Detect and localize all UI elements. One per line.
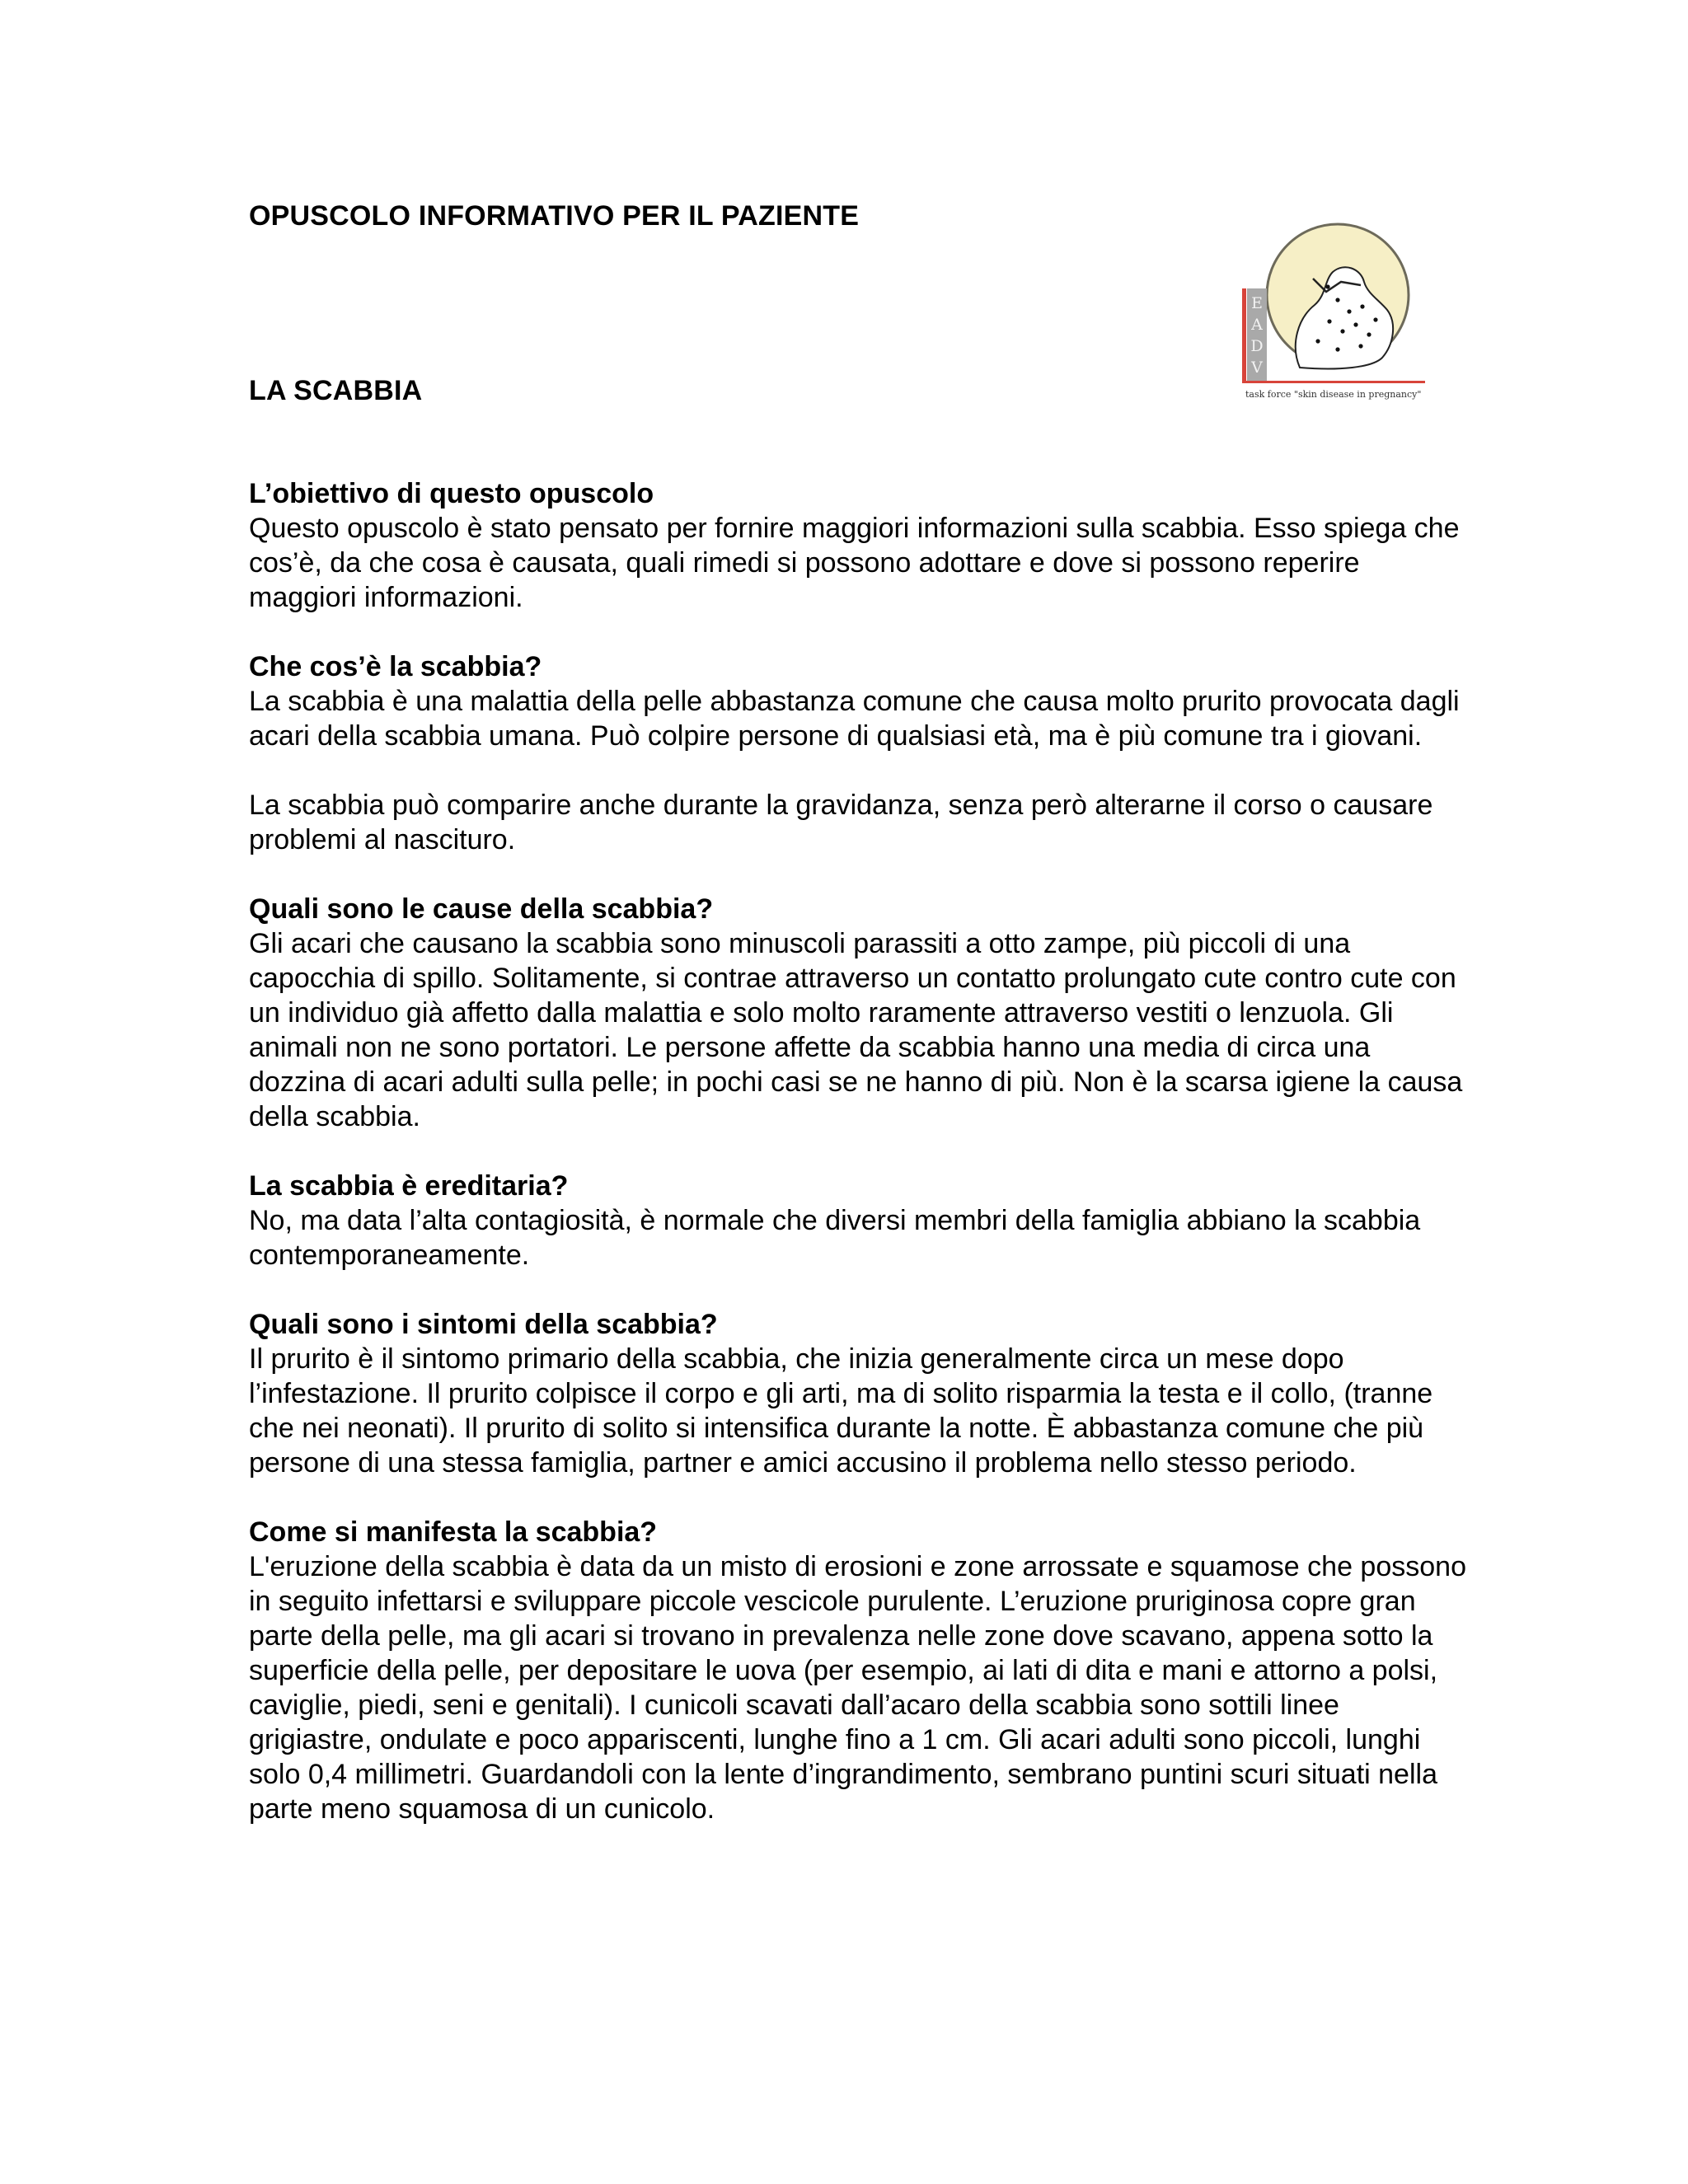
section-paragraph: Gli acari che causano la scabbia sono minuscoli parassiti a otto zampe, più piccoli di una capocchia di spillo. Solitamente, si contrae attraverso un contatto prolungato cute contro cute con un individuo già affetto dalla malattia e solo molto raramente attraverso vestiti o lenzuola. Gli animali non ne sono portatori. Le persone affette da scabbia hanno una media di circa una dozzina di acari adulti sulla pelle; in pochi casi se ne hanno di più. Non è la scarsa igiene la causa della scabbia. [249, 928, 1463, 1132]
logo-letter-v: V [1251, 359, 1263, 377]
section-heading: L’obiettivo di questo opuscolo [249, 478, 654, 509]
eadv-logo-icon [1240, 221, 1426, 406]
logo-letter-d: D [1250, 337, 1264, 355]
section-causes [249, 892, 1469, 1134]
section-paragraph: No, ma data l’alta contagiosità, è normale che diversi membri della famiglia abbiano la scabbia contemporaneamente. [249, 1205, 1421, 1271]
section-objective [249, 476, 1469, 615]
section-paragraph: La scabbia può comparire anche durante la gravidanza, senza però alterarne il corso o causare problemi al nascituro. [249, 790, 1433, 855]
section-heading: Come si manifesta la scabbia? [249, 1516, 658, 1548]
logo-bar-red [1242, 288, 1246, 381]
section-paragraph: Il prurito è il sintomo primario della scabbia, che inizia generalmente circa un mese dopo l’infestazione. Il prurito colpisce il corpo e gli arti, ma di solito risparmia la testa e il collo, (tranne che nei neonati). Il prurito di solito si intensifica durante la notte. È abbastanza comune che più persone di una stessa famiglia, partner e amici accusino il problema nello stesso periodo. [249, 1343, 1433, 1479]
section-heading: Quali sono i sintomi della scabbia? [249, 1309, 718, 1340]
section-hereditary [249, 1169, 1469, 1272]
section-heading: La scabbia è ereditaria? [249, 1170, 569, 1202]
section-paragraph: La scabbia è una malattia della pelle abbastanza comune che causa molto prurito provocata dagli acari della scabbia umana. Può colpire persone di qualsiasi età, ma è più comune tra i giovani. [249, 686, 1460, 752]
section-paragraph: L'eruzione della scabbia è data da un misto di erosioni e zone arrossate e squamose che possono in seguito infettarsi e sviluppare piccole vescicole purulente. L’eruzione pruriginosa copre gran parte della pelle, ma gli acari si trovano in prevalenza nelle zone dove scavano, appena sotto la superficie della pelle, per depositare le uova (per esempio, ai lati di dita e mani e attorno a polsi, caviglie, piedi, seni e genitali). I cunicoli scavati dall’acaro della scabbia sono sottili linee grigiastre, ondulate e poco appariscenti, lunghe fino a 1 cm. Gli acari adulti sono piccoli, lunghi solo 0,4 millimetri. Guardandoli con la lente d’ingrandimento, sembrano puntini scuri situati nella parte meno squamosa di un cunicolo. [249, 1551, 1466, 1825]
logo-letter-e: E [1251, 294, 1263, 312]
document-title: OPUSCOLO INFORMATIVO PER IL PAZIENTE [249, 200, 860, 232]
logo-caption: task force "skin disease in pregnancy" [1245, 389, 1422, 400]
section-paragraph: Questo opuscolo è stato pensato per fornire maggiori informazioni sulla scabbia. Esso spiega che cos’è, da che cosa è causata, quali rimedi si possono adottare e dove si possono reperire maggiori informazioni. [249, 513, 1460, 613]
section-heading: Quali sono le cause della scabbia? [249, 893, 714, 925]
section-manifestation [249, 1515, 1469, 1826]
section-symptoms [249, 1307, 1469, 1480]
logo-letter-a: A [1251, 316, 1263, 334]
section-what-is [249, 649, 1469, 857]
document-body [249, 476, 1469, 1861]
document-subtitle: LA SCABBIA [249, 375, 423, 406]
section-heading: Che cos’è la scabbia? [249, 651, 542, 682]
logo-bottom-rule [1242, 381, 1425, 383]
eadv-logo-graphic [1240, 221, 1426, 406]
